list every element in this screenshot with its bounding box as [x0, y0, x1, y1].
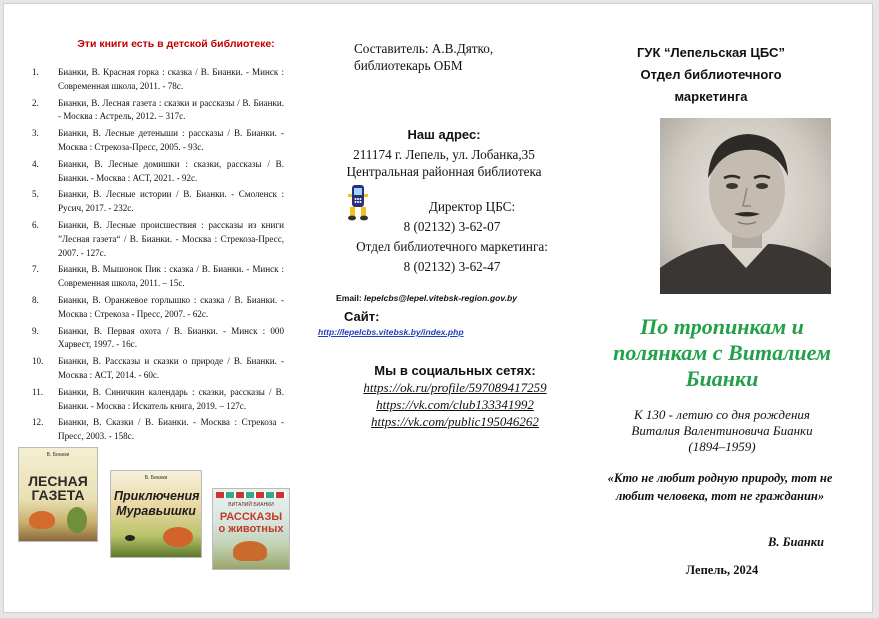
list-item: 1. Бианки, В. Красная горка : сказка / В. Бианки. - Минск : Современная школа, 2011. - 78с. — [32, 67, 284, 91]
compiler-block — [354, 40, 554, 74]
social-link-vk-club[interactable]: https://vk.com/club133341992 — [376, 397, 534, 412]
director-label: Директор ЦБС: — [428, 199, 516, 214]
book-list — [26, 66, 284, 447]
address-heading: Наш адрес: — [407, 127, 481, 142]
list-item: 10. Бианки, В. Рассказы и сказки о природе / В. Бианки. - Москва : АСТ, 2014. - 60с. — [32, 356, 284, 380]
list-item: 11. Бианки, В. Синичкин календарь : сказки, рассказы / В. Бианки. - Москва : Искатель книга, 2019. – 127с. — [32, 386, 284, 411]
list-item: 6. Бианки, В. Лесные происшествия : рассказы из книги ”Лесная газета“ / В. Бианки. - Москва : Стрекоза-Пресс, 2007. - 127с. — [32, 219, 284, 258]
compiler-line: библиотекарь ОБМ — [354, 58, 463, 73]
compiler-line: Составитель: А.В.Дятко, — [354, 41, 494, 56]
author-portrait — [660, 118, 831, 294]
city-year: Лепель, 2024 — [685, 563, 759, 577]
list-item: 3. Бианки, В. Лесные детеныши : рассказы / В. Бианки. - Москва : Стрекоза-Пресс, 2005. - 93с. — [32, 128, 284, 152]
site-label: Сайт: — [344, 309, 380, 324]
dept-phone: 8 (02132) 3-62-47 — [403, 259, 501, 274]
book-cover-priklyucheniya-muravishki: В. Бианки Приключения Муравьишки — [110, 470, 202, 558]
social-link-ok[interactable]: https://ok.ru/profile/597089417259 — [363, 380, 547, 395]
books-heading: Эти книги есть в детской библиотеке: — [77, 38, 275, 50]
social-link-vk-public[interactable]: https://vk.com/public195046262 — [371, 414, 539, 429]
address-line: 211174 г. Лепель, ул. Лобанка,35 — [353, 147, 535, 162]
email-label: Email: — [336, 293, 362, 303]
social-heading: Мы в социальных сетях: — [374, 363, 536, 378]
email-line — [336, 293, 576, 303]
anniversary-subtitle: К 130 - летию со дня рождения Виталия Валентиновича Бианки (1894–1959) — [631, 407, 813, 454]
list-item: 12. Бианки, В. Сказки / В. Бианки. - Москва : Стрекоза - Пресс, 2003. - 158с. — [32, 417, 284, 442]
list-item: 9. Бианки, В. Первая охота / В. Бианки. - Минск : 000 Харвест, 1997. - 16с. — [32, 325, 284, 350]
list-item: 4. Бианки, В. Лесные домишки : сказки, рассказы / В. Бианки. - Москва : АСТ, 2021. - 92с. — [32, 158, 284, 183]
social-block — [324, 362, 586, 430]
director-phone: 8 (02132) 3-62-07 — [403, 219, 501, 234]
list-item: 8. Бианки, В. Оранжевое горлышко : сказка / В. Бианки. - Москва : Стрекоза - Пресс, 2007. - 62с. — [32, 294, 284, 319]
quote-text: «Кто не любит родную природу, тот не любит человека, тот не гражданин» — [607, 471, 833, 503]
brochure-title: По тропинкам и полянкам с Виталием Бианки — [613, 314, 831, 391]
quote-author: В. Бианки — [768, 535, 824, 549]
contacts-block — [322, 198, 582, 275]
organization-heading: ГУК “Лепельская ЦБС” Отдел библиотечного маркетинга — [637, 45, 785, 104]
email-address[interactable]: lepelcbs@lepel.vitebsk-region.gov.by — [363, 293, 518, 303]
address-line: Центральная районная библиотека — [346, 164, 542, 179]
address-block — [324, 126, 564, 180]
list-item: 2. Бианки, В. Лесная газета : сказки и рассказы / В. Бианки. - Москва : Астрель, 2012. – 317с. — [32, 97, 284, 122]
book-cover-rasskazy-o-zhivotnyh: ВИТАЛИЙ БИАНКИ РАССКАЗЫ о животных — [212, 488, 290, 570]
book-cover-lesnaya-gazeta: В. Бианки ЛЕСНАЯ ГАЗЕТА — [18, 447, 98, 542]
dept-label: Отдел библиотечного маркетинга: — [356, 239, 548, 254]
list-item: 5. Бианки, В. Лесные истории / В. Бианки. - Смоленск : Русич, 2017. - 232с. — [32, 189, 284, 214]
brochure-page — [3, 3, 873, 613]
list-item: 7. Бианки, В. Мышонок Пик : сказка / В. Бианки. - Минск : Современная школа, 2011. – 15с. — [32, 264, 284, 289]
site-link[interactable]: http://lepelcbs.vitebsk.by/index.php — [318, 327, 464, 337]
